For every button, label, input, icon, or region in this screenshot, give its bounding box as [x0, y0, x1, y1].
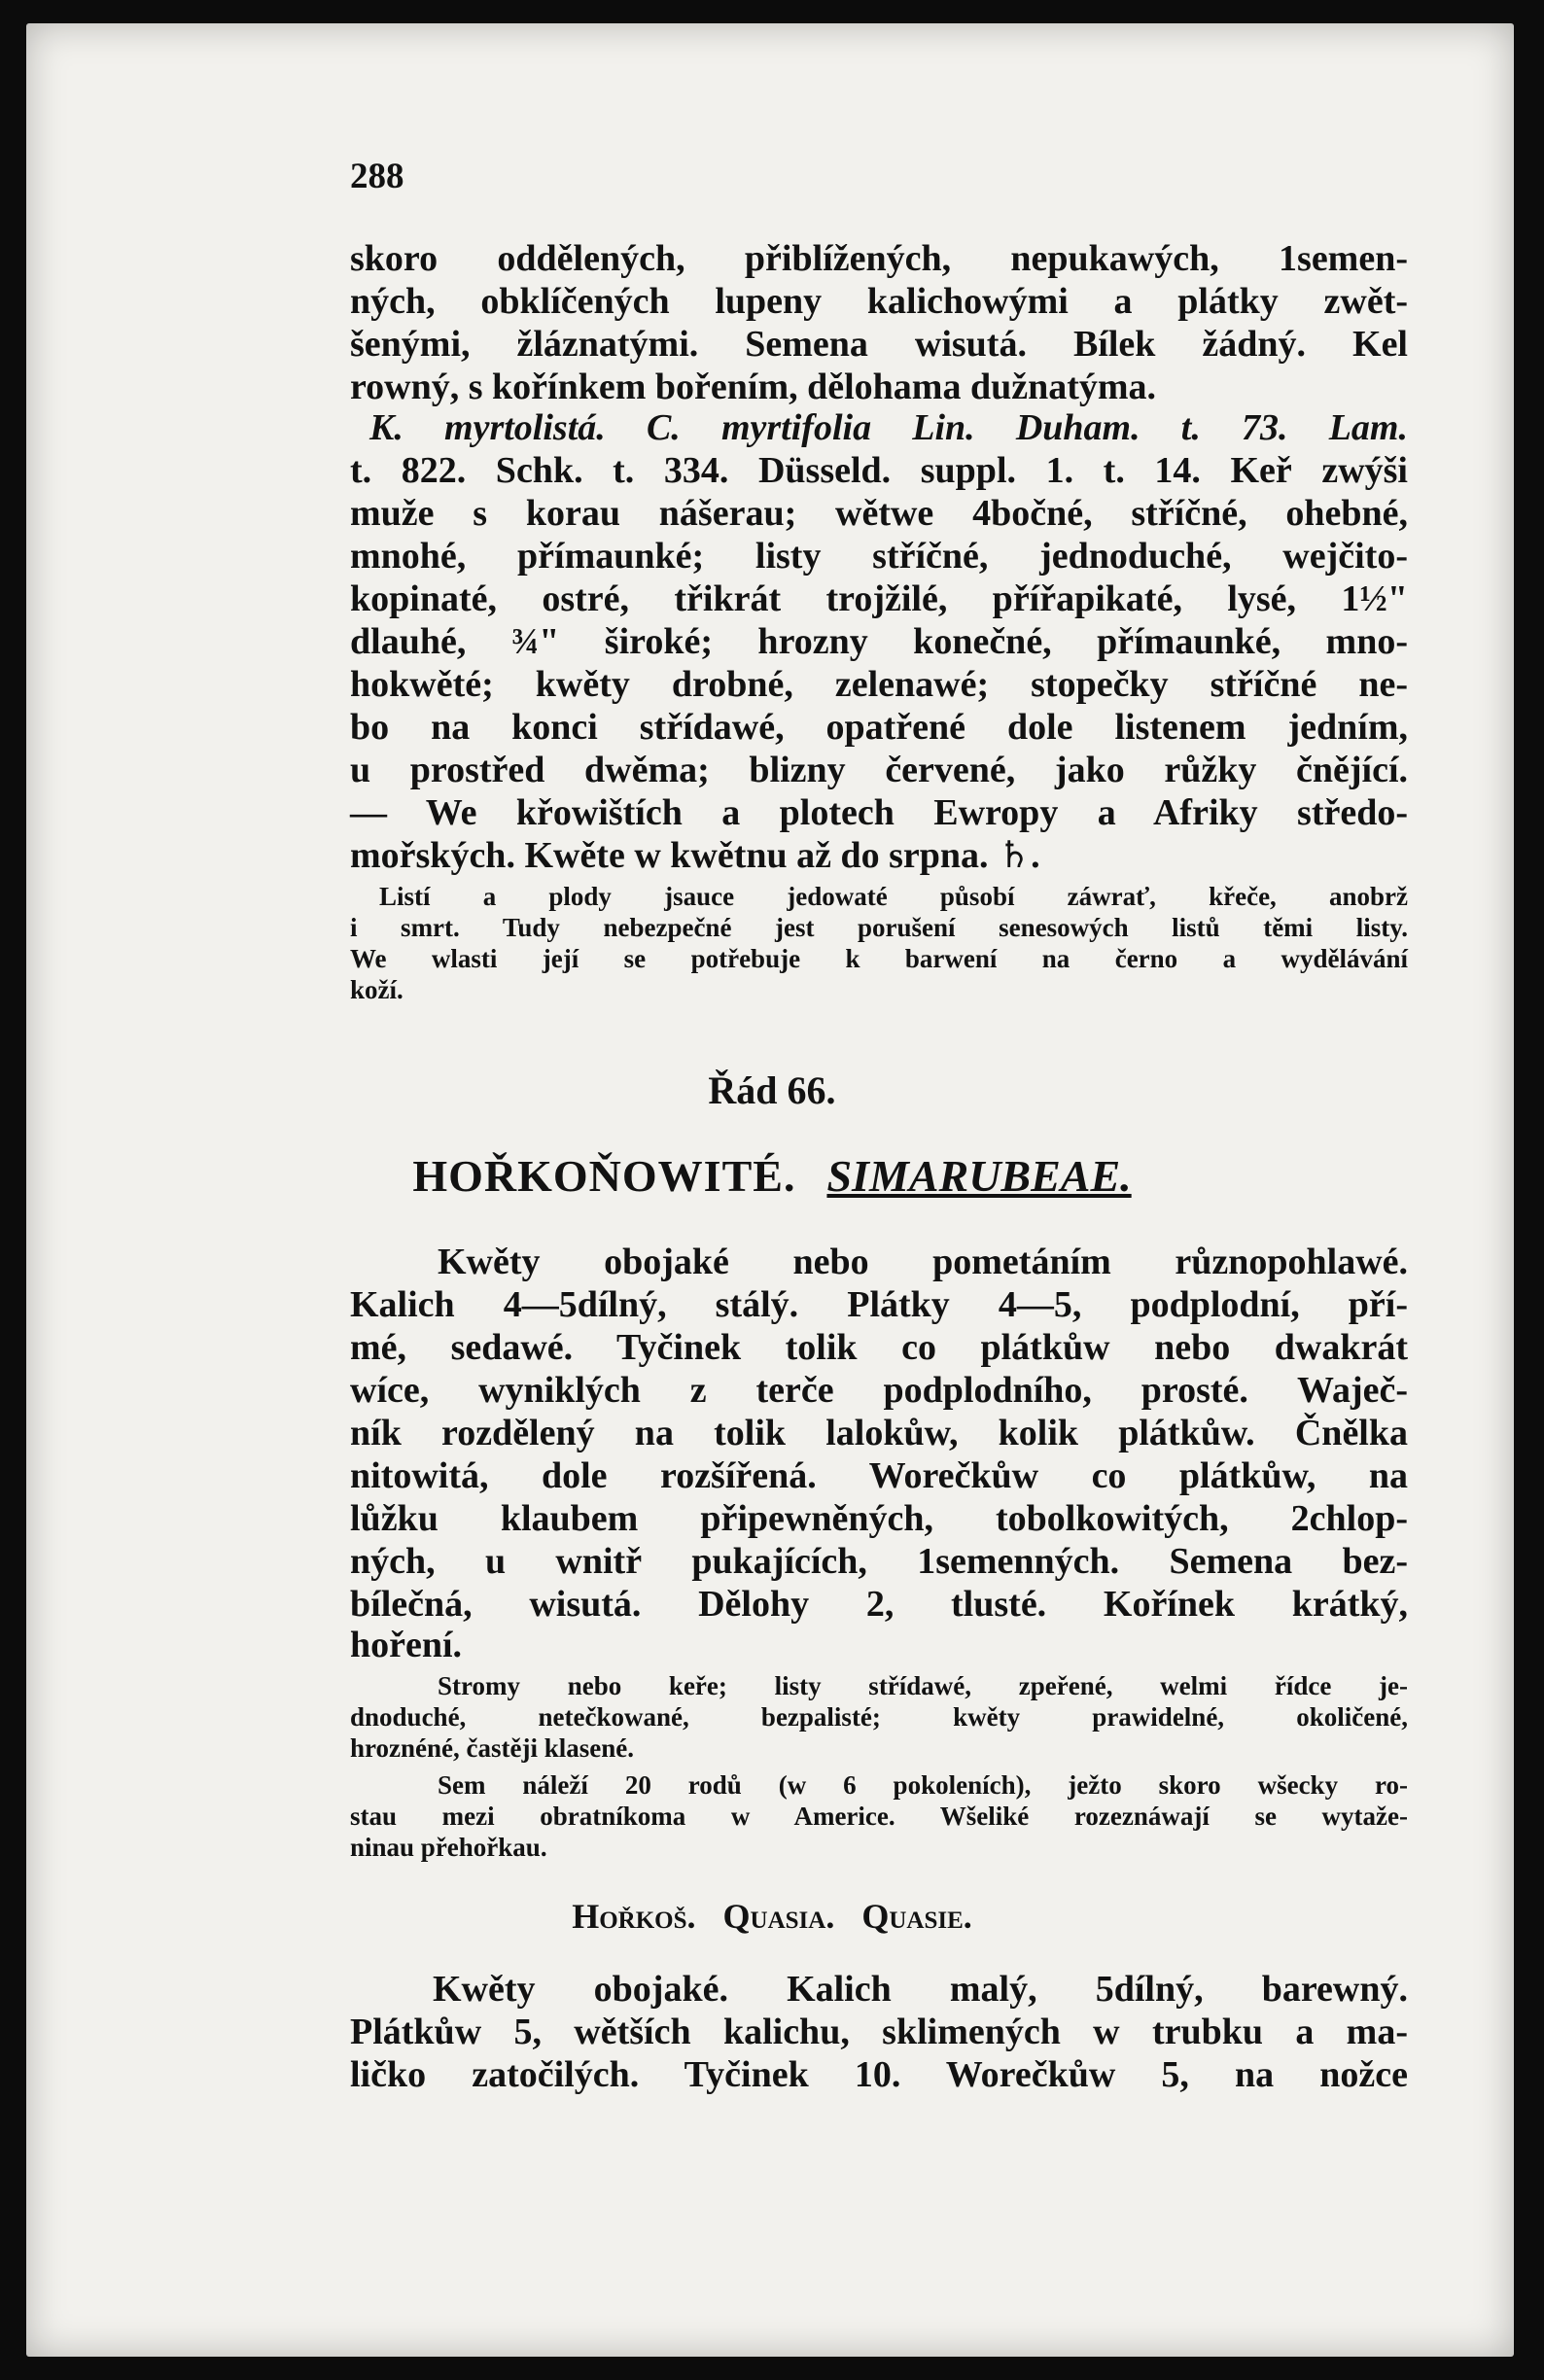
note-line: Sem náleží 20 rodů (w 6 pokoleních), ježto skoro wšecky ro-	[438, 1770, 1408, 1800]
text-line: muže s korau nášerau; wětwe 4bočné, stříčné, ohebné,	[350, 493, 1408, 534]
text-line: dlauhé, ¾" široké; hrozny konečné, přímaunké, mno-	[350, 621, 1408, 662]
note-line: dnoduché, netečkowané, bezpalisté; kwěty prawidelné, okoličené,	[350, 1702, 1408, 1732]
text-line: t. 822. Schk. t. 334. Düsseld. suppl. 1. t. 14. Keř zwýši	[350, 450, 1408, 491]
text-line: mé, sedawé. Tyčinek tolik co plátkůw nebo dwakrát	[350, 1327, 1408, 1368]
order-number: Řád 66.	[708, 1068, 836, 1112]
text-line: Kalich 4—5dílný, stálý. Plátky 4—5, podplodní, pří-	[350, 1284, 1408, 1325]
text-line: šenými, žláznatými. Semena wisutá. Bílek žádný. Kel	[350, 324, 1408, 365]
note-line: stau mezi obratníkoma w Americe. Wšeliké rozeznáwají se wytaže-	[350, 1802, 1408, 1831]
text-line: bo na konci střídawé, opatřené dole listenem jedním,	[350, 707, 1408, 748]
note-line: koží.	[350, 975, 404, 1004]
text-line: rowný, s kořínkem bořením, dělohama dužnatýma.	[350, 367, 1157, 407]
text-line: lůžku klaubem připewněných, tobolkowitých, 2chlop-	[350, 1498, 1408, 1539]
note-line: hroznéné, častěji klasené.	[350, 1733, 634, 1763]
text-line: ličko zatočilých. Tyčinek 10. Worečkůw 5, na nožce	[350, 2054, 1408, 2095]
text-line: mnohé, přímaunké; listy stříčné, jednoduché, wejčito-	[350, 536, 1408, 577]
note-line: Listí a plody jsauce jedowaté působí záwrať, křeče, anobrž	[379, 882, 1408, 911]
text-line: ných, obklíčených lupeny kalichowými a plátky zwět-	[350, 281, 1408, 322]
note-line: Stromy nebo keře; listy střídawé, zpeřené, welmi řídce je-	[438, 1671, 1408, 1700]
order-title	[0, 1150, 1544, 1202]
text-line: hoření.	[350, 1625, 463, 1665]
species-heading-line: K. myrtolistá. C. myrtifolia Lin. Duham. t. 73. Lam.	[369, 407, 1408, 448]
text-line: Plátkůw 5, wětších kalichu, sklimených w trubku a ma-	[350, 2012, 1408, 2052]
order-name-czech: HOŘKOŇOWITÉ.	[412, 1151, 796, 1201]
note-line: i smrt. Tudy nebezpečné jest porušení senesowých listů těmi listy.	[350, 913, 1408, 942]
text-line: Kwěty obojaké nebo pometáním různopohlawé.	[438, 1242, 1408, 1282]
text-line: kopinaté, ostré, třikrát trojžilé, přířapikaté, lysé, 1½"	[350, 578, 1408, 619]
text-line: u prostřed dwěma; blizny červené, jako růžky čnějící.	[350, 750, 1408, 790]
text-line: wíce, wyniklých z terče podplodního, prosté. Waječ-	[350, 1370, 1408, 1411]
page-number: 288	[350, 157, 404, 196]
order-name-latin: SIMARUBEAE.	[826, 1151, 1132, 1201]
text-line: — We křowištích a plotech Ewropy a Afriky středo-	[350, 792, 1408, 833]
note-line: ninau přehořkau.	[350, 1833, 547, 1862]
genus-name-abbr: Quasie.	[861, 1897, 972, 1936]
text-line: ník rozdělený na tolik lalokůw, kolik plátkůw. Čnělka	[350, 1413, 1408, 1453]
genus-name-czech: Hořkoš.	[572, 1897, 696, 1936]
text-line: ných, u wnitř pukajících, 1semenných. Semena bez-	[350, 1541, 1408, 1582]
text-line: hokwěté; kwěty drobné, zelenawé; stopečky stříčné ne-	[350, 664, 1408, 705]
text-line: skoro oddělených, přiblížených, nepukawých, 1semen-	[350, 238, 1408, 279]
note-line: We wlasti její se potřebuje k barwení na černo a wydělávání	[350, 944, 1408, 973]
text-line: Kwěty obojaké. Kalich malý, 5dílný, barewný.	[433, 1969, 1408, 2010]
text-line: mořských. Kwěte w kwětnu až do srpna. ♄.	[350, 835, 1040, 876]
genus-name-latin: Quasia.	[722, 1897, 835, 1936]
text-line: nitowitá, dole rozšířená. Worečkůw co plátkůw, na	[350, 1455, 1408, 1496]
text-line: bílečná, wisutá. Dělohy 2, tlusté. Kořínek krátký,	[350, 1584, 1408, 1625]
genus-heading	[0, 1896, 1544, 1937]
